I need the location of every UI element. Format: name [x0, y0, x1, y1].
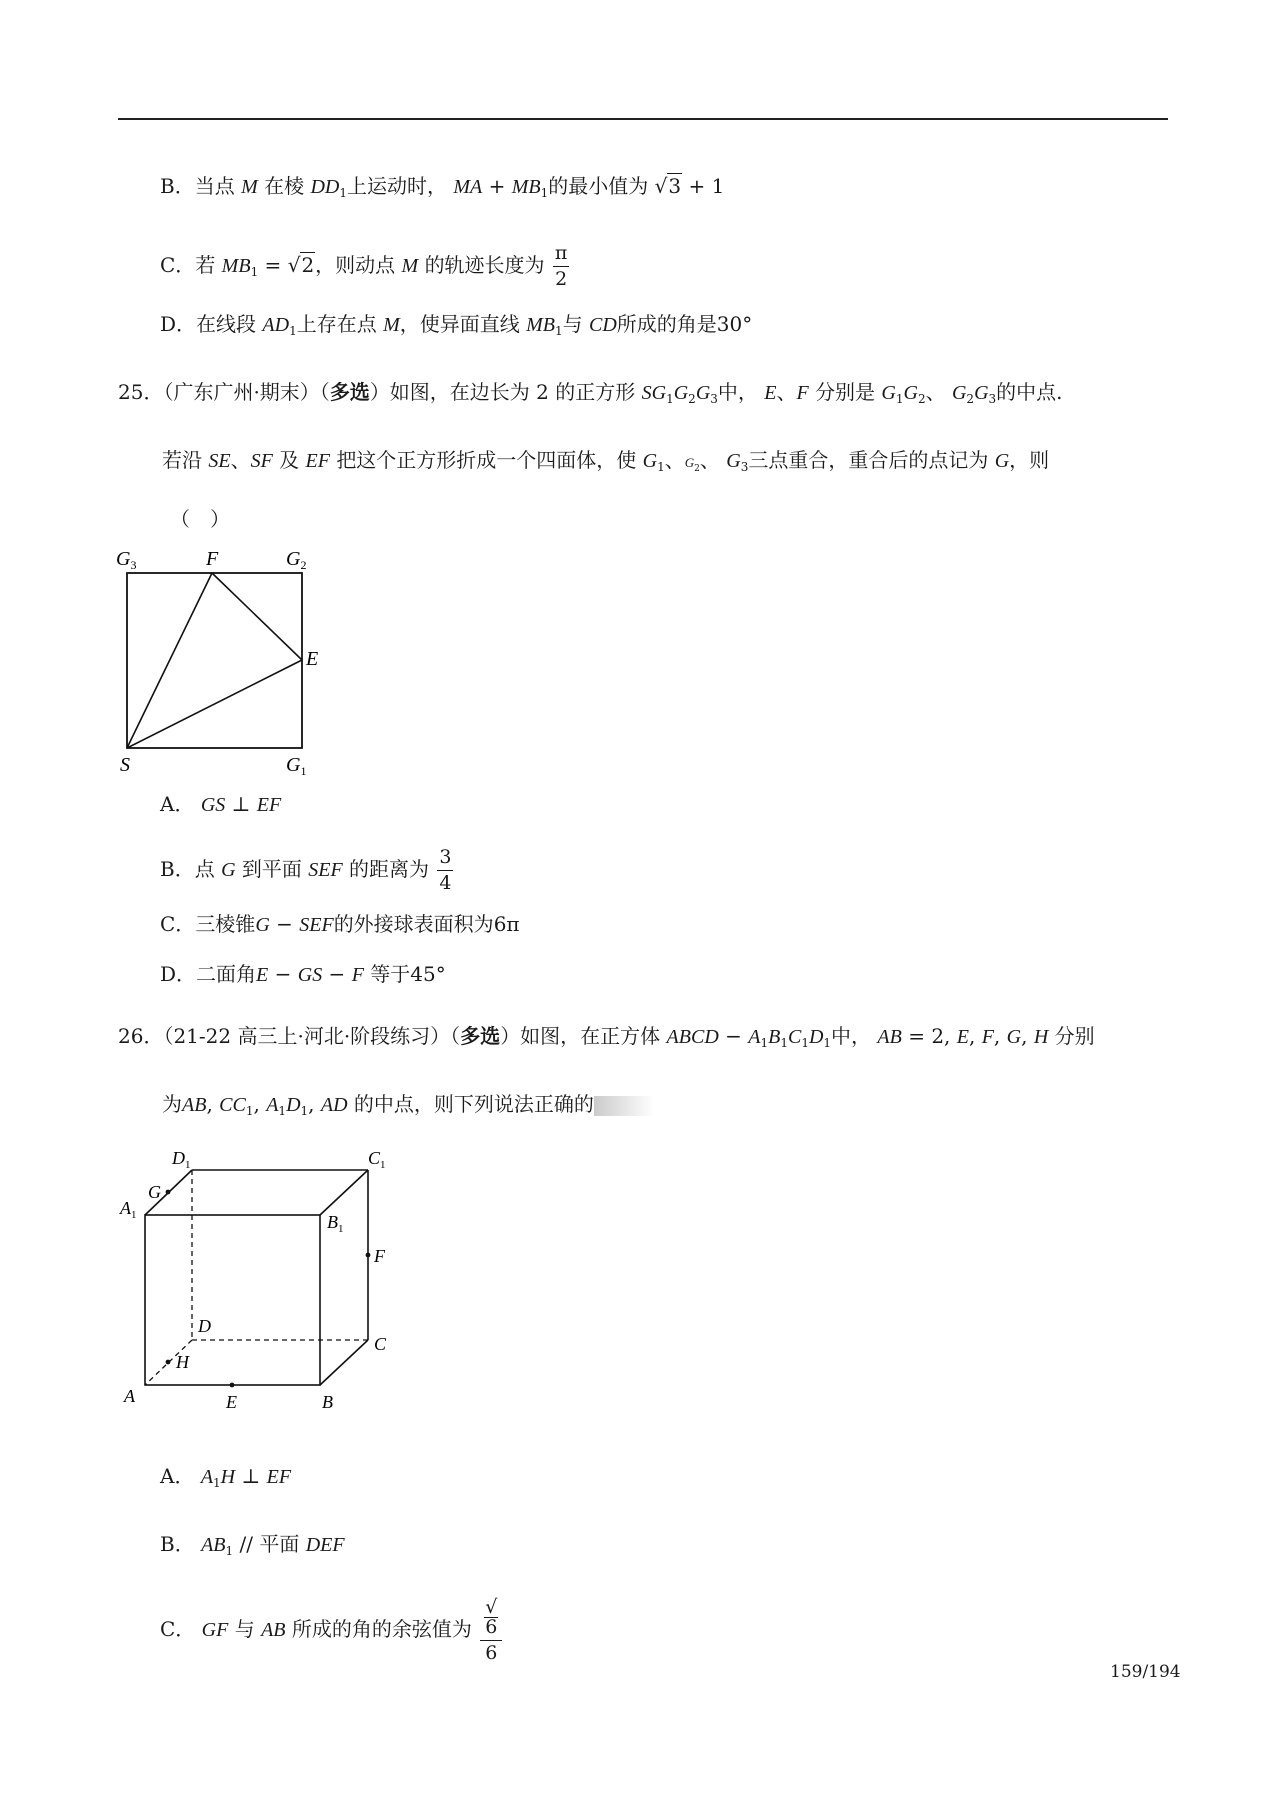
q26-option-b: B． $AB_1$ // 平面 DEF [160, 1532, 345, 1558]
label-g3: $G_3$ [116, 548, 137, 572]
segment-ef [212, 573, 302, 660]
edge-b-c [320, 1340, 368, 1385]
q25-option-b: B．点 G 到平面 SEF 的距离为 $\frac{3}{4}$ [160, 846, 452, 894]
header-rule [118, 118, 1168, 120]
label-a1: $A_1$ [120, 1198, 137, 1221]
q26-option-a: A． $A_1H$ ⊥ EF [160, 1464, 292, 1490]
q25-stem-line2: 若沿 SE、SF 及 EF 把这个正方形折成一个四面体，使 $G_1$、$G_2$、 $G_3$三点重合，重合后的点记为 G，则 [162, 448, 1050, 474]
point-e [230, 1383, 235, 1388]
redacted-fade [594, 1096, 654, 1116]
label-s: S [120, 754, 130, 775]
label-c1: $C_1$ [368, 1148, 386, 1171]
label-g1: $G_1$ [286, 754, 307, 775]
label-d: D [198, 1316, 211, 1336]
segment-sf [127, 573, 212, 748]
q25-option-c: C．三棱锥G − SEF的外接球表面积为6π [160, 912, 520, 936]
q24-option-c: C．若 $MB_1 = √2$，则动点 M 的轨迹长度为 $\frac{\pi}{2}$ [160, 242, 568, 290]
q26-option-c: C． GF 与 AB 所成的角的余弦值为 √ 6 6 [160, 1598, 504, 1663]
label-a: A [124, 1386, 135, 1406]
label-b: B [322, 1392, 333, 1412]
q25-square-figure [110, 545, 340, 775]
label-c: C [374, 1334, 387, 1354]
label-f: F [206, 548, 219, 570]
square-outline [127, 573, 302, 748]
label-e: E [226, 1392, 237, 1412]
label-g: G [148, 1182, 161, 1202]
q26-stem-line1: 26．（21-22 高三上·河北·阶段练习）（多选）如图，在正方体 ABCD − $A_1B_1C_1D_1$中， AB = 2, E, F, G, H 分别 [118, 1024, 1095, 1050]
label-f: F [374, 1246, 385, 1266]
segment-se [127, 660, 302, 748]
label-d1: $D_1$ [172, 1148, 191, 1171]
q26-stem-line2: 为AB, $CC_1$, $A_1D_1$, AD 的中点，则下列说法正确的 [162, 1090, 654, 1125]
q24-option-d: D．在线段 $AD_1$上存在点 M，使异面直线 $MB_1$与 CD所成的角是30° [160, 312, 753, 338]
point-g [166, 1190, 171, 1195]
point-h [166, 1360, 171, 1365]
label-g2: $G_2$ [286, 548, 307, 572]
q25-option-d: D．二面角E − GS − F 等于45° [160, 962, 446, 986]
label-b1: $B_1$ [327, 1212, 344, 1235]
q25-option-a: A． GS ⊥ EF [160, 792, 282, 816]
q26-cube-figure [110, 1140, 410, 1440]
point-f [366, 1253, 371, 1258]
q25-stem-line1: 25．（广东广州·期末）（多选）如图，在边长为 2 的正方形 $SG_1G_2G_3$中， E、F 分别是 $G_1G_2$、 $G_2G_3$的中点. [118, 380, 1063, 406]
q24-option-b: B．当点 M 在棱 $DD_1$上运动时， MA + $MB_1$的最小值为 √3 + 1 [160, 174, 725, 200]
q25-answer-paren: （ ） [170, 507, 230, 531]
label-e: E [306, 648, 319, 670]
edge-b1-c1 [320, 1170, 368, 1215]
page-number: 159/194 [1110, 1662, 1181, 1682]
label-h: H [176, 1352, 189, 1372]
